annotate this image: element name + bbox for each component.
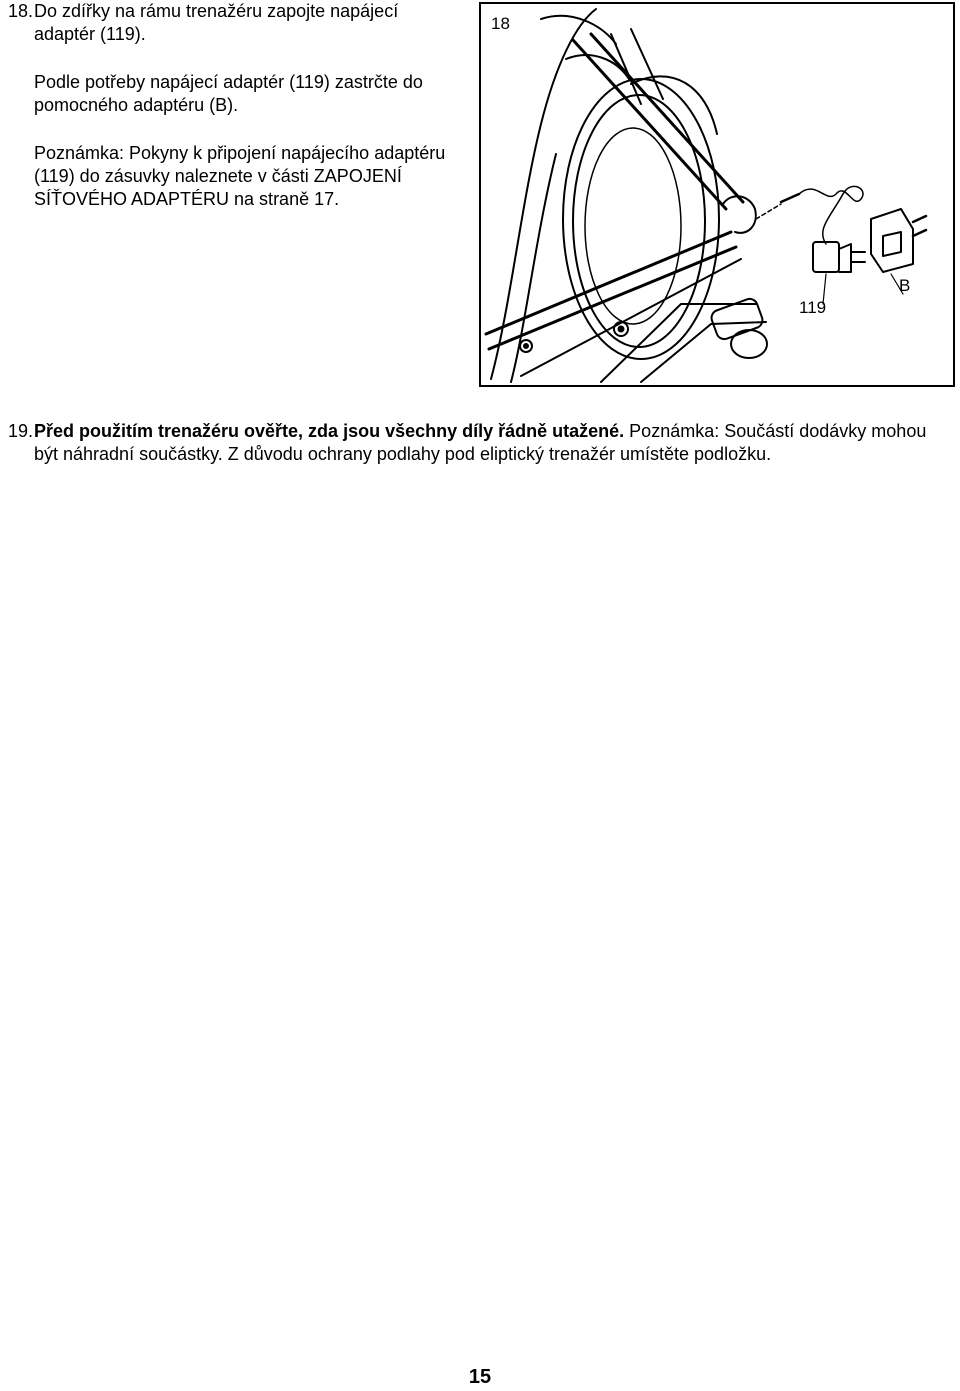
assembly-figure bbox=[479, 2, 955, 387]
step-19 bbox=[8, 420, 953, 466]
label-119: 119 bbox=[799, 298, 827, 317]
step-18-paragraph: Podle potřeby napájecí adaptér (119) zastrčte do pomocného adaptéru (B). bbox=[34, 72, 423, 115]
page-number: 15 bbox=[468, 1366, 492, 1388]
step-19-bold-text: Před použitím trenažéru ověřte, zda jsou všechny díly řádně utažené. bbox=[34, 421, 625, 441]
step-18-instruction: Do zdířky na rámu trenažéru zapojte napájecí adaptér (119). bbox=[34, 1, 399, 44]
elliptical-drawing bbox=[481, 4, 953, 385]
step-18-number: 18. bbox=[8, 1, 34, 21]
step-18-note: Poznámka: Pokyny k připojení napájecího adaptéru (119) do zásuvky naleznete v části ZAPOJENÍ SÍŤOVÉHO ADAPTÉRU na straně 17. bbox=[34, 143, 446, 209]
step-18 bbox=[8, 0, 448, 236]
label-b: B bbox=[899, 276, 911, 295]
step-19-number: 19. bbox=[8, 421, 34, 441]
figure-step-label: 18 bbox=[491, 14, 510, 33]
step-19-text: Poznámka: Součástí dodávky mohou být náhradní součástky. Z důvodu ochrany podlahy pod eliptický trenažér umístěte podložku. bbox=[34, 421, 927, 464]
